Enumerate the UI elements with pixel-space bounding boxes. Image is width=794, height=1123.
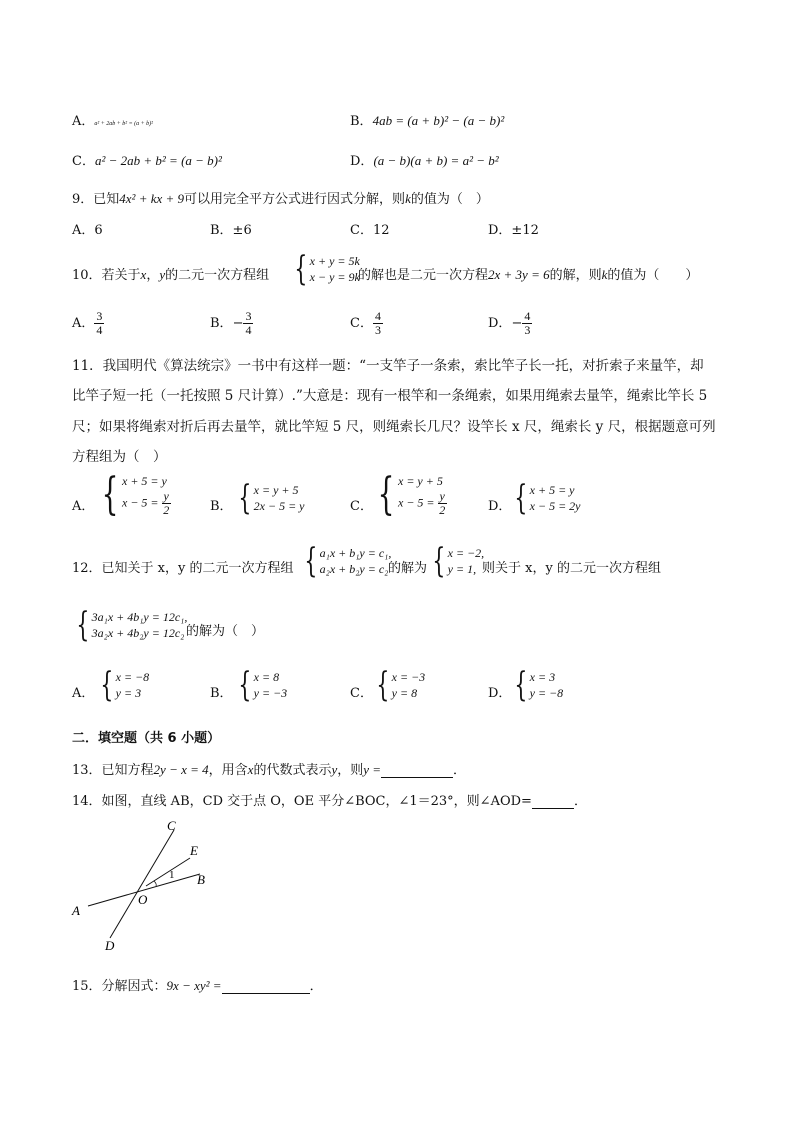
q10-option-d: D．− $\frac{4}{3}$: [488, 309, 531, 337]
label-a: A: [72, 903, 80, 918]
q12-stem-mid: 的解为: [388, 561, 428, 576]
q11-option-b-label: B．: [210, 499, 233, 514]
brace: {: [294, 249, 308, 289]
q14-figure: [66, 818, 226, 958]
q10-stem-start: 10．若关于x，y的二元一次方程组: [72, 267, 270, 283]
label-b: B: [197, 872, 205, 887]
q9-stem: 9．已知4x² + kx + 9可以用完全平方公式进行因式分解，则k的值为（ ）: [72, 191, 489, 207]
q11-line-3: 尺；如果将绳索对折后再去量竿，就比竿短 5 尺，则绳索长几尺？设竿长 x 尺，绳索长 y 尺，根据题意可列: [72, 419, 716, 435]
q12-option-a-label: A．: [72, 686, 95, 701]
q12-system-1: { a₁x + b₁y = c₁, a₂x + b₂y = c₂: [304, 541, 392, 581]
q9-option-a: A．6: [72, 223, 103, 238]
q12-stem-start: 12．已知关于 x，y 的二元一次方程组: [72, 561, 294, 576]
q11-line-1: 11．我国明代《算法统宗》一书中有这样一题：“一支竿子一条索，索比竿子长一托，对折索子来量竿，却: [72, 358, 704, 374]
q12-option-a: { x = −8 y = 3: [100, 665, 150, 705]
q8-option-b: B．4ab = (a + b)² − (a − b)²: [350, 113, 505, 129]
q12-option-d: { x = 3 y = −8: [514, 665, 564, 705]
q9-option-c: C．12: [350, 223, 390, 238]
q12-option-b-label: B．: [210, 686, 233, 701]
q12-system-2: { 3a₁x + 4b₁y = 12c₁, 3a₂x + 4b₂y = 12c₂: [76, 605, 188, 645]
q12-option-b: { x = 8 y = −3: [238, 665, 288, 705]
q12-option-c-label: C．: [350, 686, 373, 701]
q13-answer-blank[interactable]: [381, 763, 453, 778]
q8-option-a: A．a² + 2ab + b² = (a + b)²: [72, 114, 153, 129]
q10-option-b: B．− $\frac{3}{4}$: [210, 309, 252, 337]
q12-option-c: { x = −3 y = 8: [376, 665, 426, 705]
label-d: D: [105, 938, 115, 953]
q11-option-c: { x = y + 5 x − 5 = $\frac{y}{2}$: [377, 468, 446, 520]
q11-line-4: 方程组为（ ）: [72, 449, 167, 465]
q11-option-a-label: A．: [72, 499, 95, 514]
q12-stem-post: 则关于 x，y 的二元一次方程组: [482, 561, 661, 576]
q14-answer-blank[interactable]: [532, 794, 574, 809]
q11-option-b: { x = y + 5 2x − 5 = y: [238, 478, 305, 518]
label-c: C: [167, 818, 176, 833]
q11-line-2: 比竿子短一托（一托按照 5 尺计算）.”大意是：现有一根竿和一条绳索，如果用绳索去量竿，绳索比竿长 5: [72, 388, 708, 404]
q12-solution: { x = −2, y = 1,: [432, 541, 485, 581]
q10-stem-end: 的解也是二元一次方程2x + 3y = 6的解，则k的值为（ ）: [358, 267, 699, 283]
q8-option-c: C．a² − 2ab + b² = (a − b)²: [72, 153, 222, 169]
q12-stem-end: 的解为（ ）: [186, 624, 265, 639]
q15-answer-blank[interactable]: [222, 979, 310, 994]
q8-option-d: D．(a − b)(a + b) = a² − b²: [350, 153, 499, 169]
q13: 13．已知方程2y − x = 4，用含x的代数式表示y，则y = ．: [72, 762, 467, 778]
q9-option-d: D．±12: [488, 223, 539, 238]
section-heading: 二．填空题（共 6 小题）: [72, 731, 221, 746]
angle-1-arc: [154, 881, 156, 886]
q11-option-d-label: D．: [488, 499, 512, 514]
q10-equation-system: { x + y = 5k x − y = 9k: [294, 249, 360, 289]
q10-option-c: C． $\frac{4}{3}$: [350, 309, 381, 337]
q15: 15．分解因式：9x − xy² = ．: [72, 978, 323, 994]
q11-option-d: { x + 5 = y x − 5 = 2y: [514, 478, 581, 518]
label-angle-1: 1: [169, 869, 175, 881]
q11-option-a: { x + 5 = y x − 5 = $\frac{y}{2}$: [101, 468, 170, 520]
q11-option-c-label: C．: [350, 499, 373, 514]
ray-oe: [146, 858, 190, 886]
q14: 14．如图，直线 AB，CD 交于点 O，OE 平分∠BOC，∠1＝23°，则∠AOD= ．: [72, 794, 587, 809]
label-e: E: [190, 843, 198, 858]
label-o: O: [138, 892, 148, 907]
q10-option-a: A． $\frac{3}{4}$: [72, 309, 103, 337]
q12-option-d-label: D．: [488, 686, 512, 701]
q9-option-b: B．±6: [210, 223, 252, 238]
